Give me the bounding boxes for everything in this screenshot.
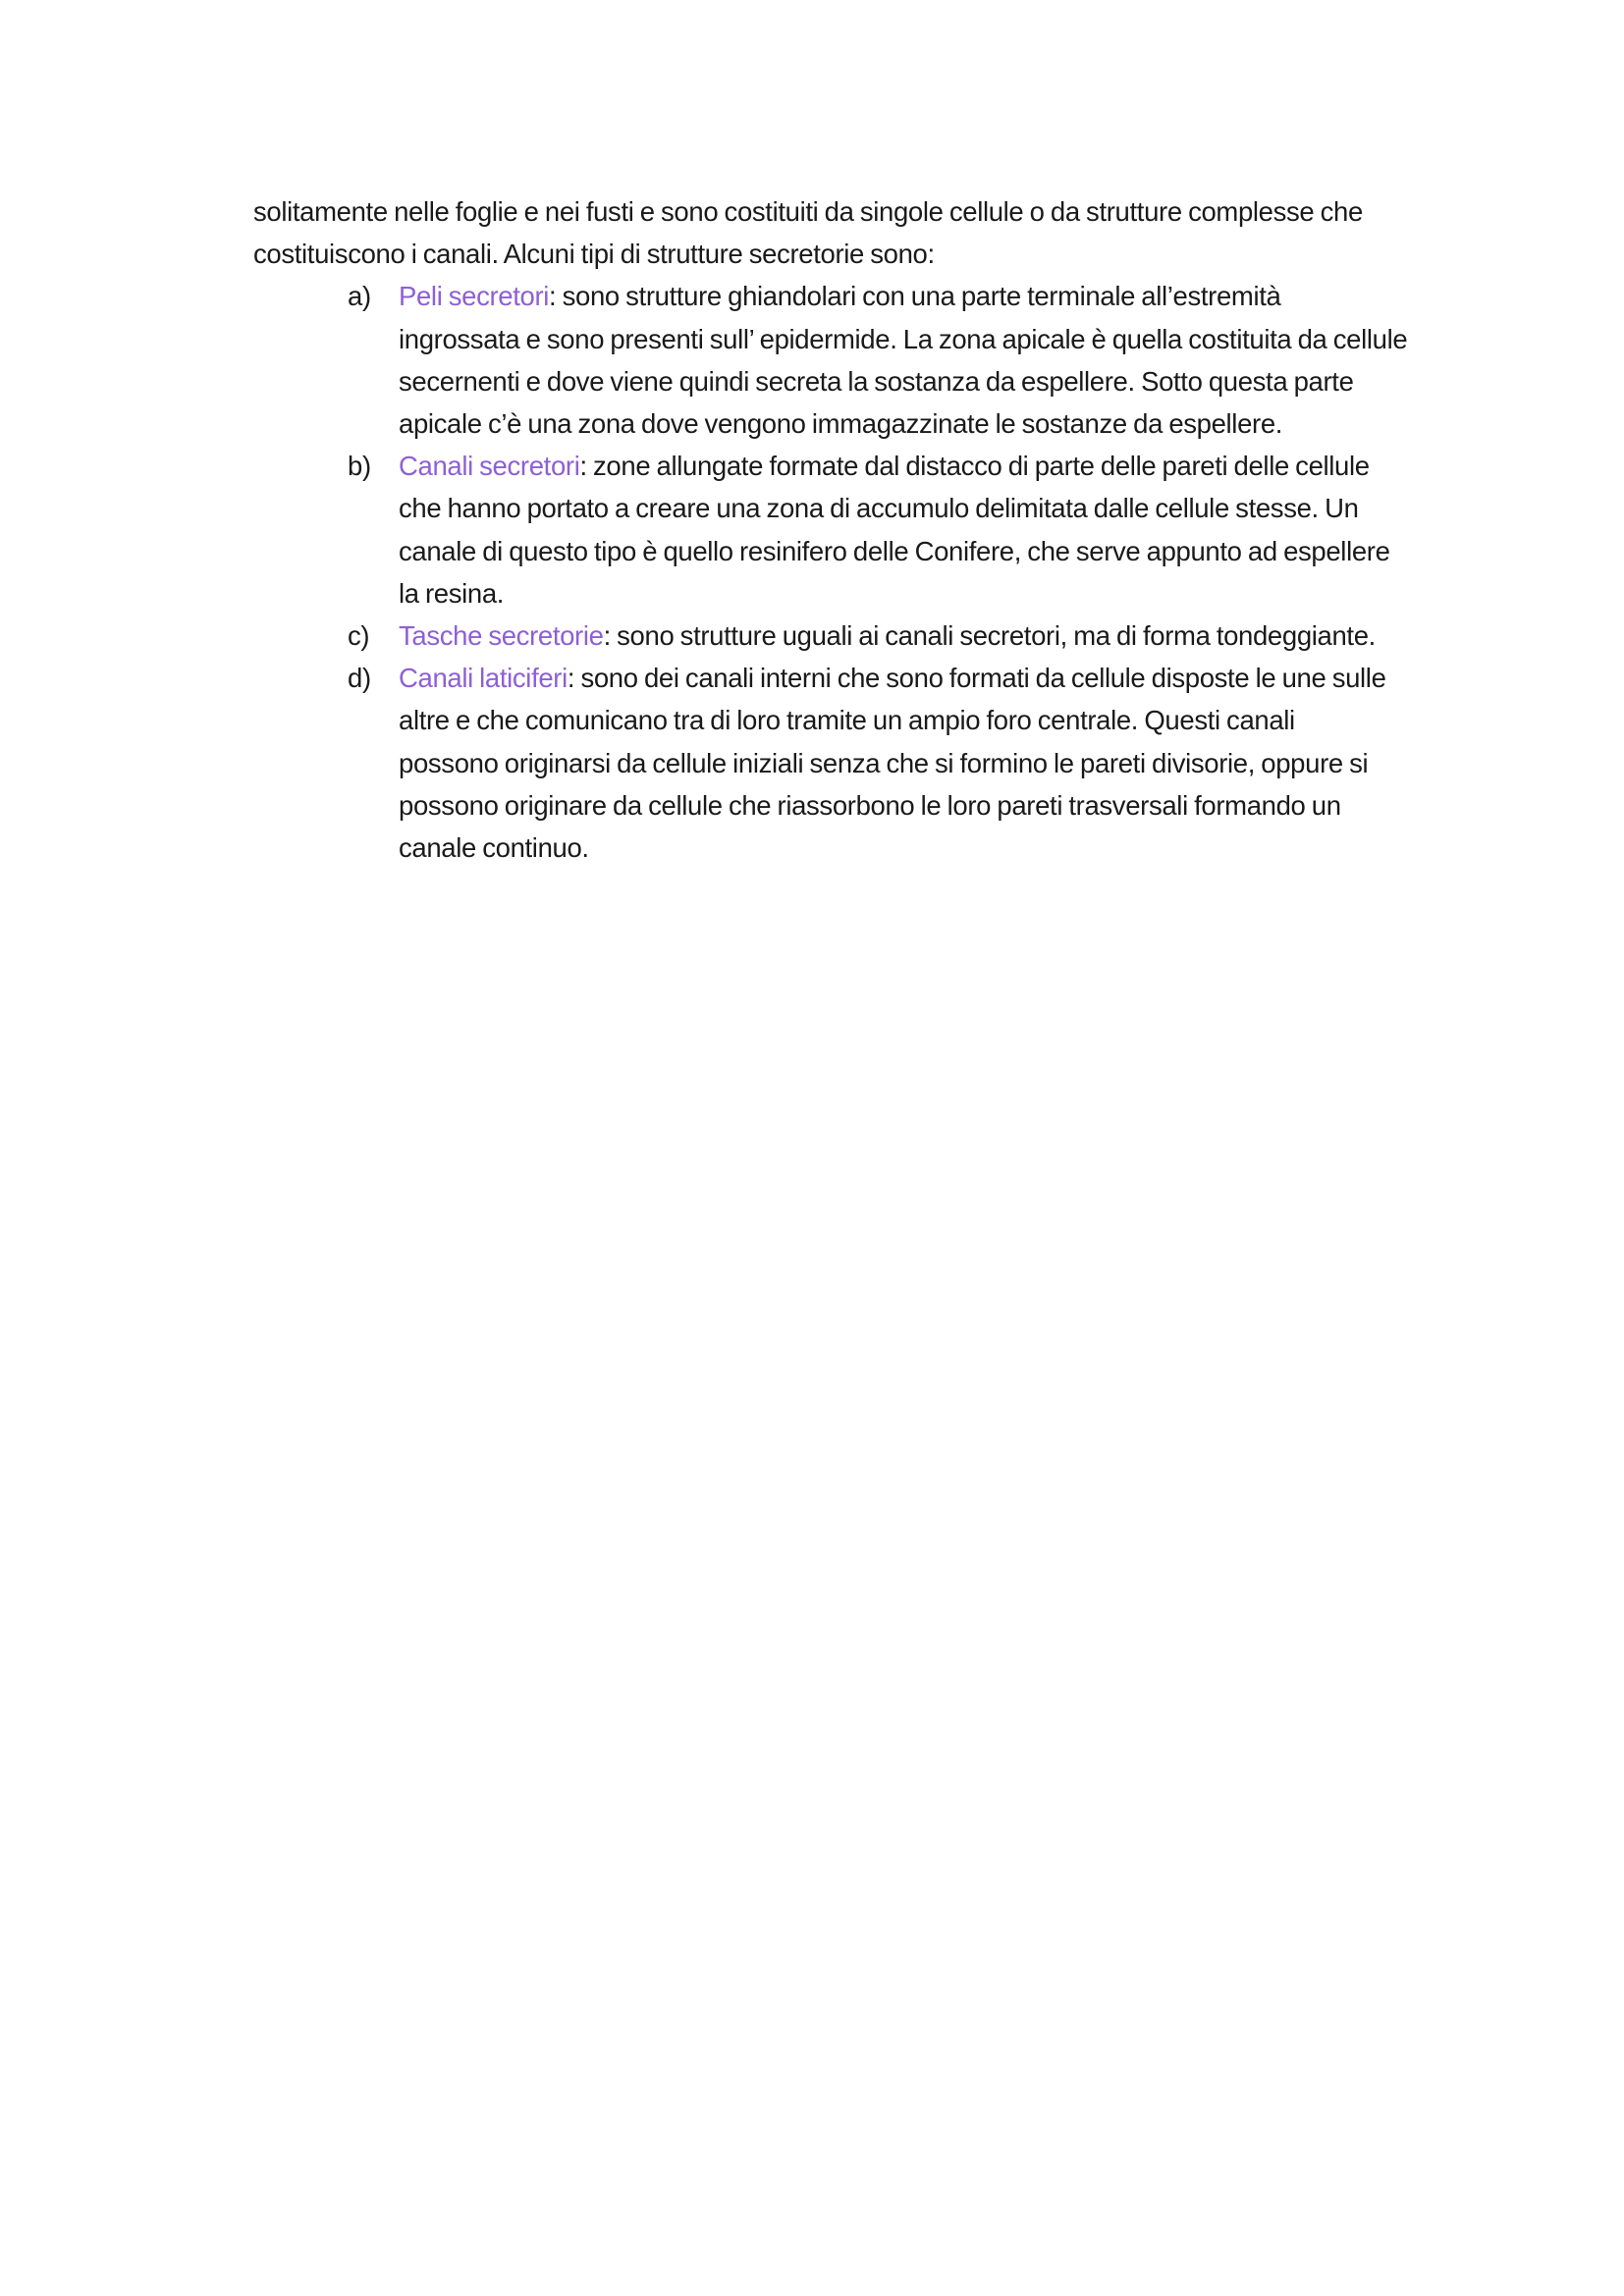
text-line: secernenti e dove viene quindi secreta la sostanza da espellere. Sotto questa parte [399,365,1354,397]
text-line: ingrossata e sono presenti sull’ epidermide. La zona apicale è quella costituita da cellule [399,323,1408,354]
text-line [399,445,1481,487]
text-line: possono originare da cellule che riassorbono le loro pareti trasversali formando un [399,789,1341,821]
text-line [399,657,1481,699]
page-content [253,190,1481,869]
term-description: : zone allungate formate dal distacco di parte delle pareti delle cellule [579,451,1370,482]
list-marker: a) [348,281,371,312]
text-line: canale di questo tipo è quello resinifero delle Conifere, che serve appunto ad espellere [399,535,1390,566]
text-line: possono originarsi da cellule iniziali senza che si formino le pareti divisorie, oppure si [399,747,1369,778]
text-line [399,614,1481,657]
text-line: la resina. [399,577,505,609]
term-description: : sono dei canali interni che sono formati da cellule disposte le une sulle [567,663,1386,694]
term-description: : sono strutture ghiandolari con una parte terminale all’estremità [549,281,1281,312]
highlighted-term: Canali secretori [399,451,580,482]
secretory-structures-list [253,275,1481,869]
text-line: apicale c’è una zona dove vengono immagazzinate le sostanze da espellere. [399,408,1283,440]
list-item-canali-laticiferi [253,657,1481,869]
list-marker: d) [348,663,371,694]
list-marker: c) [348,620,370,652]
intro-line: solitamente nelle foglie e nei fusti e sono costituiti da singole cellule o da strutture complesse che [253,196,1363,227]
highlighted-term: Tasche secretorie [399,620,604,652]
intro-line: costituiscono i canali. Alcuni tipi di strutture secretorie sono: [253,239,935,270]
list-item-text [399,657,1481,869]
list-item-text [399,614,1481,657]
term-description: : sono strutture uguali ai canali secretori, ma di forma tondeggiante. [603,620,1376,652]
intro-paragraph [253,190,1481,275]
list-item-tasche-secretorie [253,614,1481,657]
text-line: altre e che comunicano tra di loro tramite un ampio foro centrale. Questi canali [399,705,1295,736]
text-line [399,275,1481,317]
highlighted-term: Canali laticiferi [399,663,568,694]
highlighted-term: Peli secretori [399,281,550,312]
list-item-text [399,445,1481,614]
text-line: che hanno portato a creare una zona di accumulo delimitata dalle cellule stesse. Un [399,493,1359,524]
list-item-text [399,275,1481,445]
list-item-peli-secretori [253,275,1481,445]
list-item-canali-secretori [253,445,1481,614]
list-marker: b) [348,451,371,482]
text-line: canale continuo. [399,832,589,864]
